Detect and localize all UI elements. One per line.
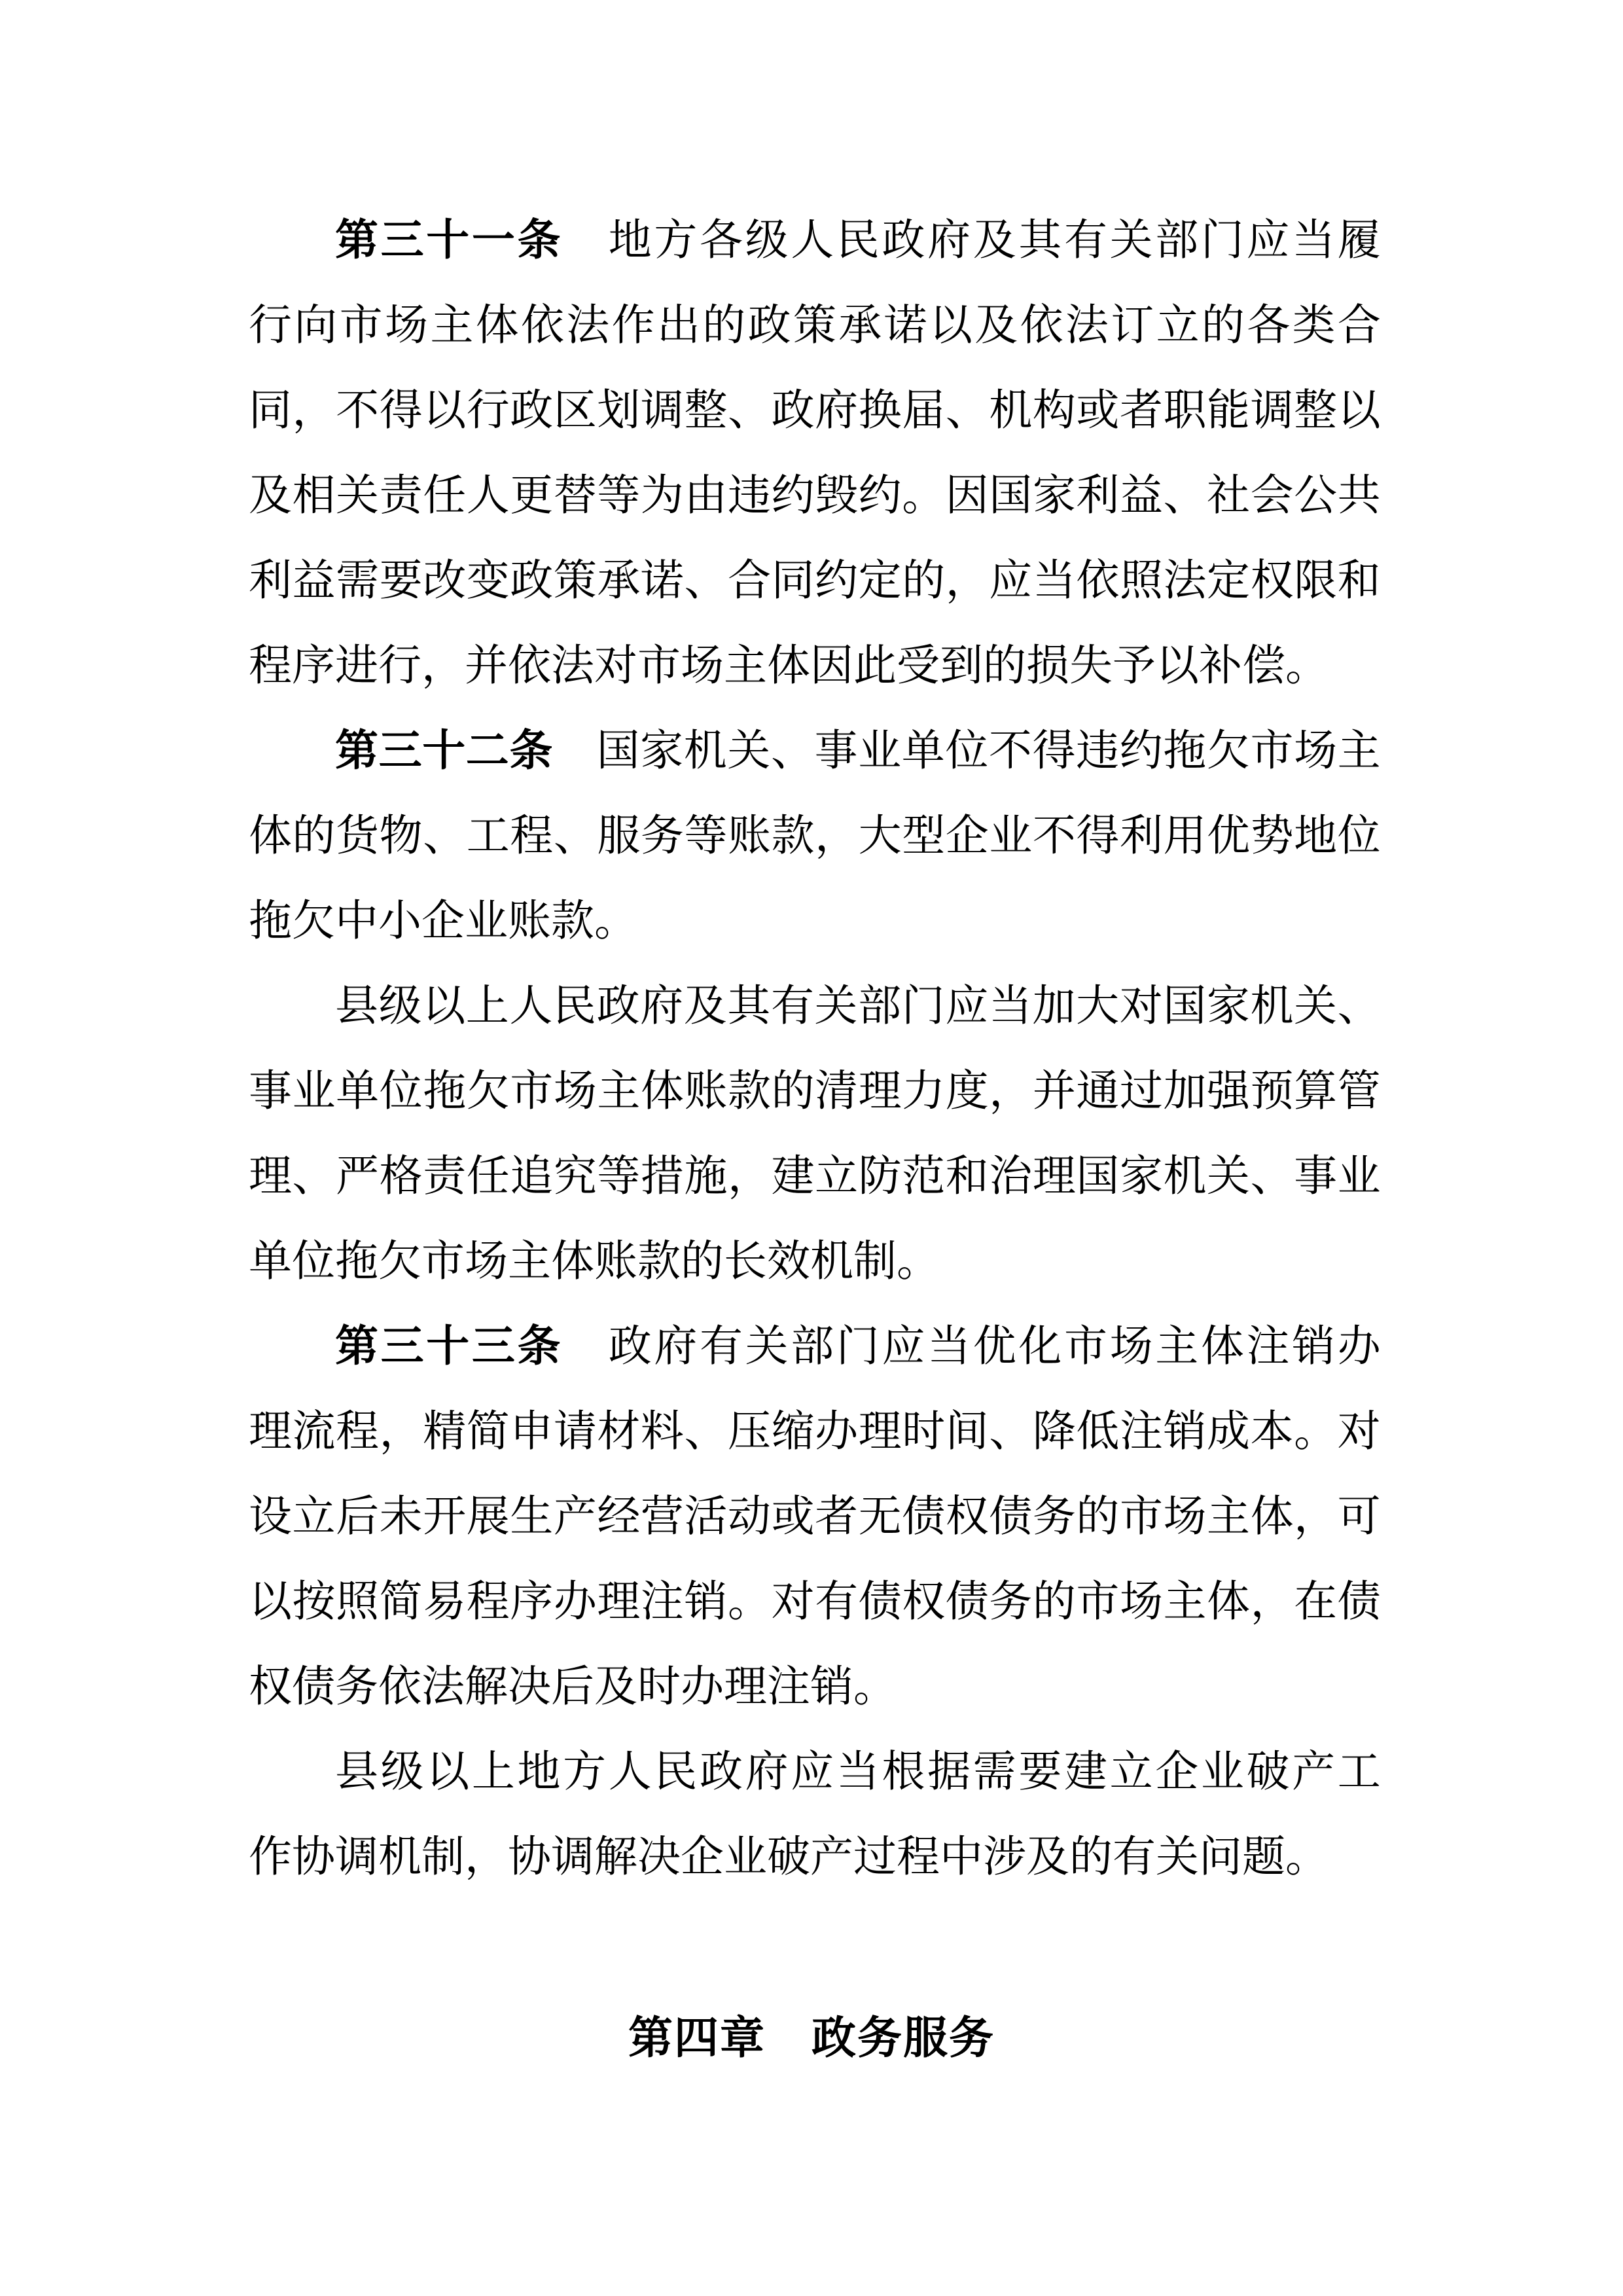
text-line: 作 协 调 机 制 ， 协 调 解 决 企 业 破 产 过 程 中 涉 及 的 有 关 问 题 。 — [249, 1833, 1329, 1881]
text-line: 县 级 以 上 地 方 人 民 政 府 应 当 根 据 需 要 建 立 企 业 破 产 工 — [335, 1748, 1381, 1796]
text-line: 县 级 以 上 人 民 政 府 及 其 有 关 部 门 应 当 加 大 对 国 家 机 关 、 — [335, 982, 1381, 1030]
text-line: 以 按 照 简 易 程 序 办 理 注 销 。 对 有 债 权 债 务 的 市 场 主 体 ， 在 债 — [249, 1578, 1381, 1626]
text-line: 及 相 关 责 任 人 更 替 等 为 由 违 约 毁 约 。 因 国 家 利 益 、 社 会 公 共 — [249, 472, 1381, 520]
text-line: 理 、 严 格 责 任 追 究 等 措 施 ， 建 立 防 范 和 治 理 国 家 机 关 、 事 业 — [249, 1153, 1381, 1200]
text-line: 理 流 程 ， 精 简 申 请 材 料 、 压 缩 办 理 时 间 、 降 低 注 销 成 本 。 对 — [249, 1408, 1381, 1456]
text-line: 第 三 十 二 条 国 家 机 关 、 事 业 单 位 不 得 违 约 拖 欠 市 场 主 — [335, 727, 1381, 775]
text-line: 事 业 单 位 拖 欠 市 场 主 体 账 款 的 清 理 力 度 ， 并 通 过 加 强 预 算 管 — [249, 1067, 1381, 1115]
text-line: 同 ， 不 得 以 行 政 区 划 调 整 、 政 府 换 届 、 机 构 或 者 职 能 调 整 以 — [249, 387, 1381, 435]
text-line: 第 三 十 一 条 地 方 各 级 人 民 政 府 及 其 有 关 部 门 应 当 履 — [335, 217, 1381, 264]
text-line: 程 序 进 行 ， 并 依 法 对 市 场 主 体 因 此 受 到 的 损 失 予 以 补 偿 。 — [249, 642, 1329, 690]
body-text — [249, 198, 1381, 1900]
text-line: 利 益 需 要 改 变 政 策 承 诺 、 合 同 约 定 的 ， 应 当 依 照 法 定 权 限 和 — [249, 557, 1381, 605]
text-line: 第 三 十 三 条 政 府 有 关 部 门 应 当 优 化 市 场 主 体 注 销 办 — [335, 1323, 1381, 1371]
text-line: 单 位 拖 欠 市 场 主 体 账 款 的 长 效 机 制 。 — [249, 1238, 940, 1285]
text-line: 权 债 务 依 法 解 决 后 及 时 办 理 注 销 。 — [249, 1663, 897, 1711]
text-line: 拖 欠 中 小 企 业 账 款 。 — [249, 897, 637, 945]
text-line: 行 向 市 场 主 体 依 法 作 出 的 政 策 承 诺 以 及 依 法 订 立 的 各 类 合 — [249, 302, 1381, 350]
text-line: 设 立 后 未 开 展 生 产 经 营 活 动 或 者 无 债 权 债 务 的 市 场 主 体 ， 可 — [249, 1493, 1381, 1541]
text-line: 体 的 货 物 、 工 程 、 服 务 等 账 款 ， 大 型 企 业 不 得 利 用 优 势 地 位 — [249, 812, 1381, 860]
chapter-heading: 第四章 政务服务 — [628, 2013, 995, 2064]
